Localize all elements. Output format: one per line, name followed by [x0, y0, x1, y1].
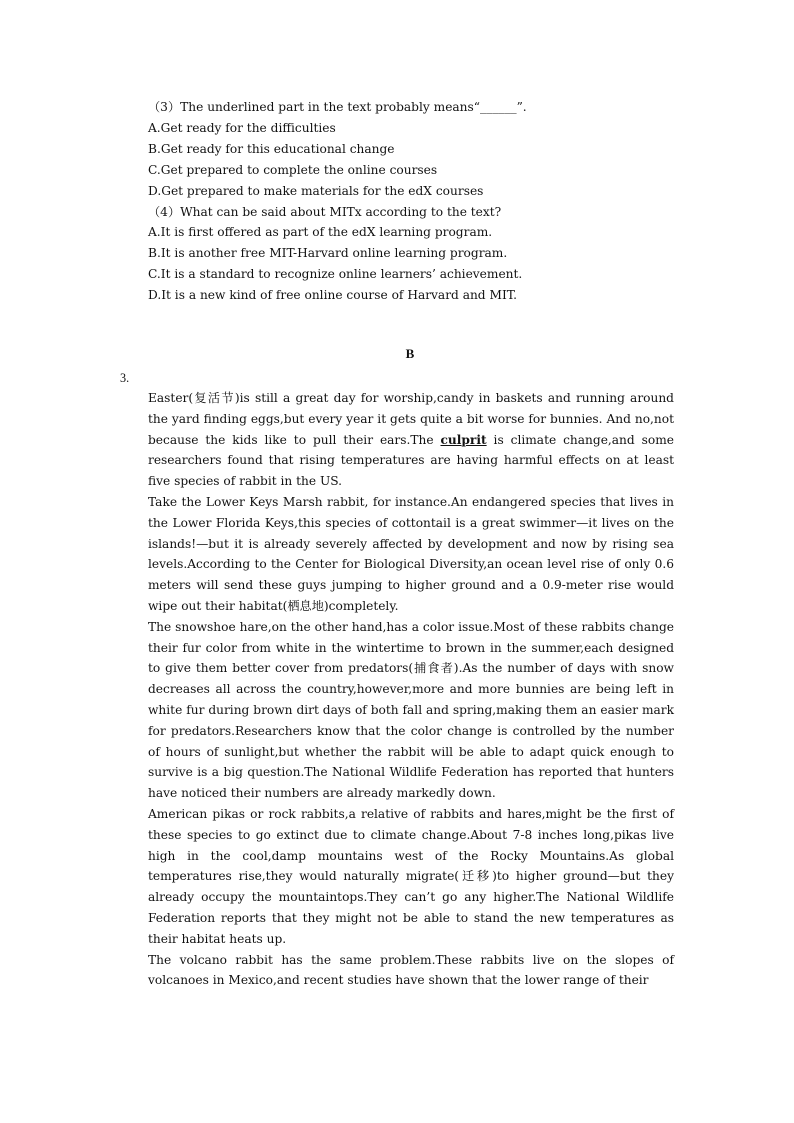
section-heading: B [405, 346, 415, 361]
q3-option-c: C.Get prepared to complete the online courses [148, 163, 438, 177]
passage-paragraph-1 [148, 388, 674, 492]
passage-paragraph-5: The volcano rabbit has the same problem.These rabbits live on the slopes of volcanoes in Mexico,and recent studies have shown that the lower range of their [148, 952, 674, 988]
question-3-stem: （3）The underlined part in the text probably means“______”. [148, 100, 527, 114]
q3-option-d: D.Get prepared to make materials for the edX courses [148, 184, 484, 198]
passage-paragraph-3: The snowshoe hare,on the other hand,has a color issue.Most of these rabbits change their fur color from white in the wintertime to brown in the summer,each designed to give them better cover from predators(捕食者).As the number of days with snow decreases all across the country,however,more and more bunnies are being left in white fur during brown dirt days of both fall and spring,making them an easier mark for predators.Researchers know that the color change is controlled by the number of hours of sunlight,but whether the rabbit will be able to adapt quick enough to survive is a big question.The National Wildlife Federation has reported that hunters have noticed their numbers are already markedly down. [148, 619, 674, 801]
q4-option-a: A.It is first offered as part of the edX learning program. [148, 225, 493, 239]
paragraph-1-text-end: is climate change,and some researchers found that rising temperatures are having harmful effects on at least five species of rabbit in the US. [148, 432, 674, 489]
q4-option-b: B.It is another free MIT-Harvard online learning program. [148, 246, 508, 260]
passage-paragraph-4: American pikas or rock rabbits,a relative of rabbits and hares,might be the first of these species to go extinct due to climate change.About 7-8 inches long,pikas live high in the cool,damp mountains west of the Rocky Mountains.As global temperatures rise,they would naturally migrate(迁移)to higher ground—but they already occupy the mountaintops.They can’t go any higher.The National Wildlife Federation reports that they might not be able to stand the new temperatures as their habitat heats up. [148, 806, 674, 946]
q3-option-b: B.Get ready for this educational change [148, 142, 395, 156]
passage-paragraph-2: Take the Lower Keys Marsh rabbit, for instance.An endangered species that lives in the Lower Florida Keys,this species of cottontail is a great swimmer—it lives on the islands!—but it is already severely affected by development and now by rising sea levels.According to the Center for Biological Diversity,an ocean level rise of only 0.6 meters will send these guys jumping to higher ground and a 0.9-meter rise would wipe out their habitat(栖息地)completely. [148, 494, 674, 613]
underlined-word: culprit [440, 432, 487, 447]
q4-option-d: D.It is a new kind of free online course of Harvard and MIT. [148, 288, 517, 302]
question-4-stem: （4）What can be said about MITx according to the text? [148, 205, 502, 219]
q4-option-c: C.It is a standard to recognize online learners’ achievement. [148, 267, 523, 281]
paragraph-1-text-start: Easter(复活节)is still a great day for worship,candy in baskets and running around the yard finding eggs,but every year it gets quite a bit worse for bunnies. And no,not because the kids like to pull their ears.The [148, 391, 674, 447]
passage [148, 388, 674, 991]
q3-option-a: A.Get ready for the difficulties [148, 121, 336, 135]
question-number: 3. [120, 371, 130, 385]
